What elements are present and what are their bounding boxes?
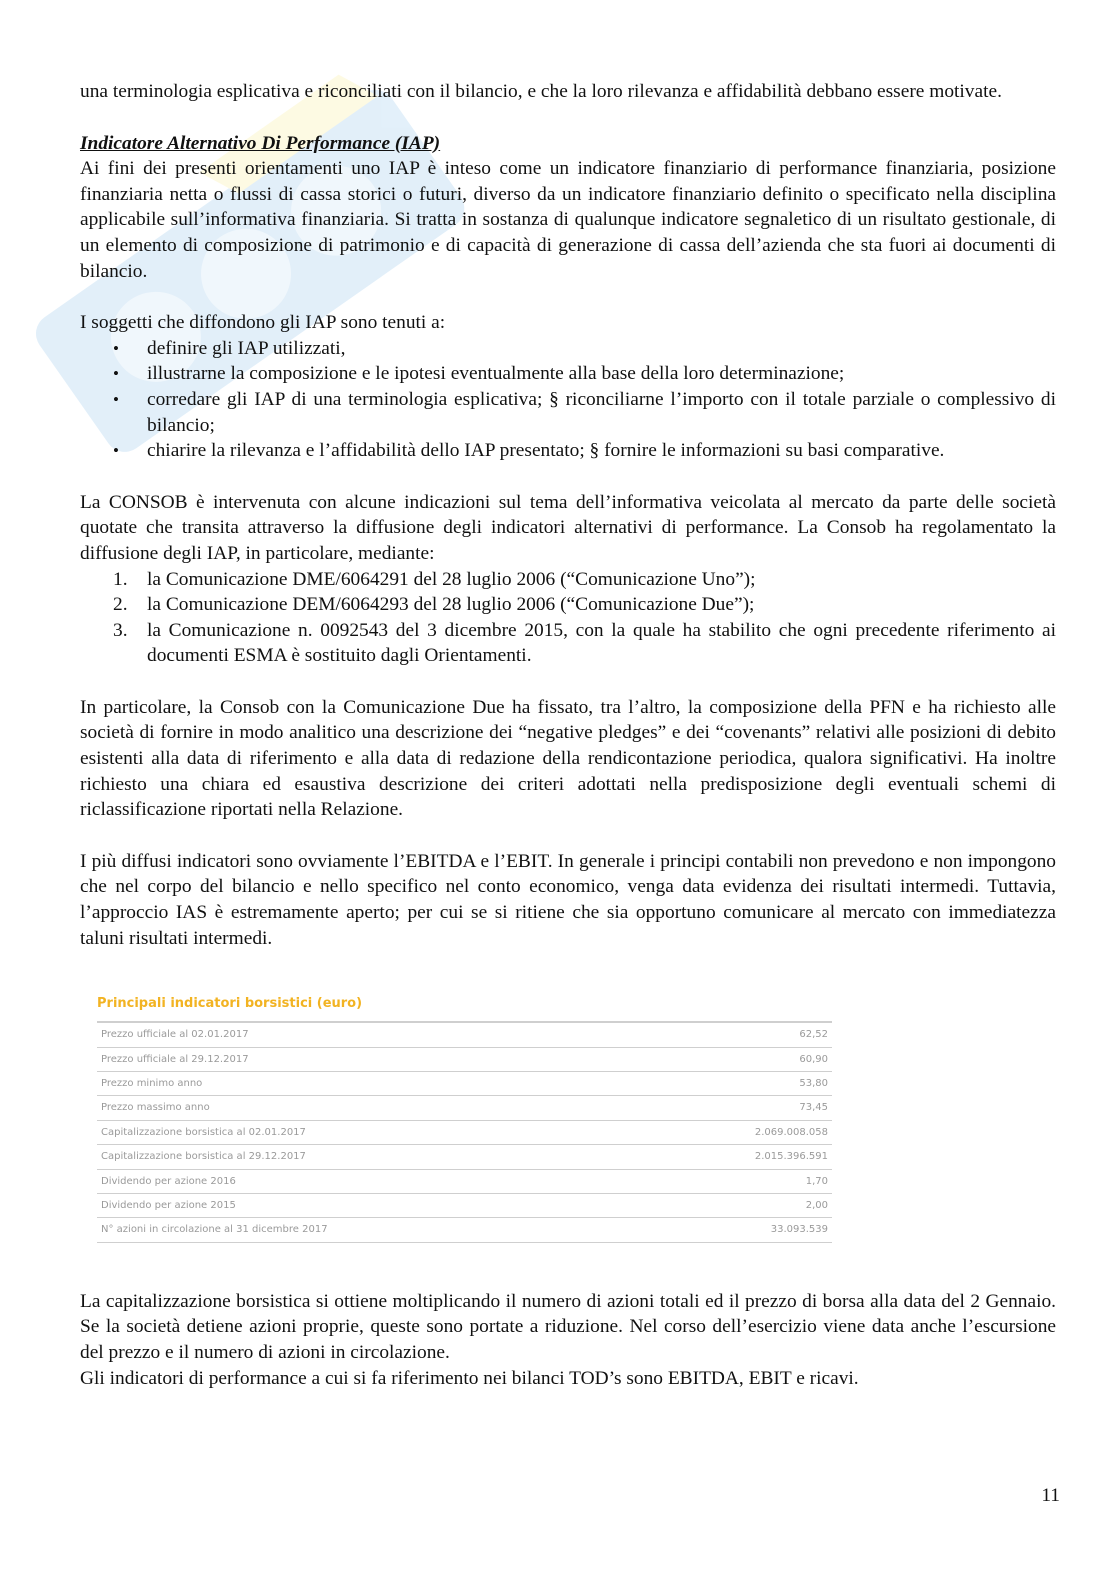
consob-paragraph: La CONSOB è intervenuta con alcune indicazioni sul tema dell’informativa veicolata al mercato da parte delle società quotate che transita attraverso la diffusione degli indicatori alternativi di performance. La Consob ha regolamentato la diffusione degli IAP, in particolare, mediante: xyxy=(80,491,1056,564)
table-row xyxy=(97,1120,832,1144)
list-number: 3. xyxy=(113,619,128,641)
row-label: Prezzo minimo anno xyxy=(97,1072,643,1096)
list-item xyxy=(80,567,1056,593)
list-item xyxy=(80,618,1056,669)
row-value: 73,45 xyxy=(643,1096,832,1120)
row-value: 1,70 xyxy=(643,1169,832,1193)
intro-paragraph: una terminologia esplicativa e riconciliati con il bilancio, e che la loro rilevanza e affidabilità debbano essere motivate. xyxy=(80,81,1002,102)
row-label: Prezzo ufficiale al 29.12.2017 xyxy=(97,1047,643,1071)
table-row xyxy=(97,1072,832,1096)
list-item: • chiarire la rilevanza e l’affidabilità dello IAP presentato; § fornire le informazioni su basi comparative. xyxy=(80,438,1056,464)
row-label: N° azioni in circolazione al 31 dicembre 2017 xyxy=(97,1218,643,1242)
comunicazione-due-paragraph: In particolare, la Consob con la Comunicazione Due ha fissato, tra l’altro, la composizione della PFN e ha richiesto alle società di fornire in modo analitico una descrizione dei “negative pledges” e dei “covenants” relativi alle posizioni di debito esistenti alla data di riferimento e alla data di redazione della rendicontazione periodica, qualora significativi. Ha inoltre richiesto una chiara ed esaustiva descrizione dei criteri adottati nella predisposizione degli eventuali schemi di riclassificazione riportati nella Relazione. xyxy=(80,696,1056,821)
row-label: Capitalizzazione borsistica al 02.01.2017 xyxy=(97,1120,643,1144)
obligations-list xyxy=(80,336,1056,464)
table-row xyxy=(97,1194,832,1218)
row-value: 2.069.008.058 xyxy=(643,1120,832,1144)
list-text: la Comunicazione DME/6064291 del 28 luglio 2006 (“Comunicazione Uno”); xyxy=(147,568,756,590)
table-row xyxy=(97,1022,832,1047)
row-value: 33.093.539 xyxy=(643,1218,832,1242)
page-number: 11 xyxy=(1041,1485,1060,1506)
table-row xyxy=(97,1096,832,1120)
ebitda-paragraph: I più diffusi indicatori sono ovviamente l’EBITDA e l’EBIT. In generale i principi contabili non prevedono e non impongono che nel corpo del bilancio e nello specifico nel conto economico, venga data evidenza dei risultati intermedi. Tuttavia, l’approccio IAS è estremamente aperto; per cui se si ritiene che sia opportuno comunicare al mercato con immediatezza taluni risultati intermedi. xyxy=(80,850,1056,949)
table-row xyxy=(97,1169,832,1193)
row-value: 60,90 xyxy=(643,1047,832,1071)
table-row xyxy=(97,1145,832,1169)
list-number: 1. xyxy=(113,568,128,590)
communications-list xyxy=(80,567,1056,669)
definition-paragraph: Ai fini dei presenti orientamenti uno IAP è inteso come un indicatore finanziario di performance finanziaria, posizione finanziaria netta o flussi di cassa storici o futuri, diverso da un indicatore finanziario definito o specificato nella disciplina applicabile sull’informativa finanziaria. Si tratta in sostanza di qualunque indicatore segnaletico di un risultato gestionale, di un elemento di composizione di patrimonio e di capacità di generazione di cassa dell’azienda che sta fuori ai documenti di bilancio. xyxy=(80,158,1056,282)
row-label: Dividendo per azione 2015 xyxy=(97,1194,643,1218)
table-title: Principali indicatori borsistici (euro) xyxy=(97,996,363,1012)
document-body xyxy=(80,79,1056,1391)
row-label: Prezzo ufficiale al 02.01.2017 xyxy=(97,1022,643,1047)
table-row xyxy=(97,1218,832,1242)
tods-paragraph: Gli indicatori di performance a cui si fa riferimento nei bilanci TOD’s sono EBITDA, EBIT e ricavi. xyxy=(80,1367,859,1389)
row-value: 53,80 xyxy=(643,1072,832,1096)
table-row xyxy=(97,1047,832,1071)
row-value: 62,52 xyxy=(643,1022,832,1047)
section-heading: Indicatore Alternativo Di Performance (IAP) xyxy=(80,132,441,154)
row-label: Capitalizzazione borsistica al 29.12.2017 xyxy=(97,1145,643,1169)
row-label: Dividendo per azione 2016 xyxy=(97,1169,643,1193)
list-item: • corredare gli IAP di una terminologia esplicativa; § riconciliarne l’importo con il totale parziale o complessivo di bilancio; xyxy=(80,387,1056,438)
capitalizzazione-paragraph: La capitalizzazione borsistica si ottiene moltiplicando il numero di azioni totali ed il prezzo di borsa alla data del 2 Gennaio. Se la società detiene azioni proprie, queste sono portate a riduzione. Nel corso dell’esercizio viene data anche l’escursione del prezzo e il numero di azioni in circolazione. xyxy=(80,1290,1056,1364)
row-value: 2.015.396.591 xyxy=(643,1145,832,1169)
row-label: Prezzo massimo anno xyxy=(97,1096,643,1120)
obligations-intro: I soggetti che diffondono gli IAP sono tenuti a: xyxy=(80,312,446,334)
row-value: 2,00 xyxy=(643,1194,832,1218)
list-item: • illustrarne la composizione e le ipotesi eventualmente alla base della loro determinazione; xyxy=(80,361,1056,387)
list-item xyxy=(80,592,1056,618)
list-text: la Comunicazione n. 0092543 del 3 dicembre 2015, con la quale ha stabilito che ogni precedente riferimento ai documenti ESMA è sostituito dagli Orientamenti. xyxy=(147,619,1056,667)
stock-indicators-table xyxy=(97,995,832,1243)
list-item: • definire gli IAP utilizzati, xyxy=(80,336,1056,362)
list-number: 2. xyxy=(113,594,128,616)
list-text: la Comunicazione DEM/6064293 del 28 luglio 2006 (“Comunicazione Due”); xyxy=(147,594,755,616)
